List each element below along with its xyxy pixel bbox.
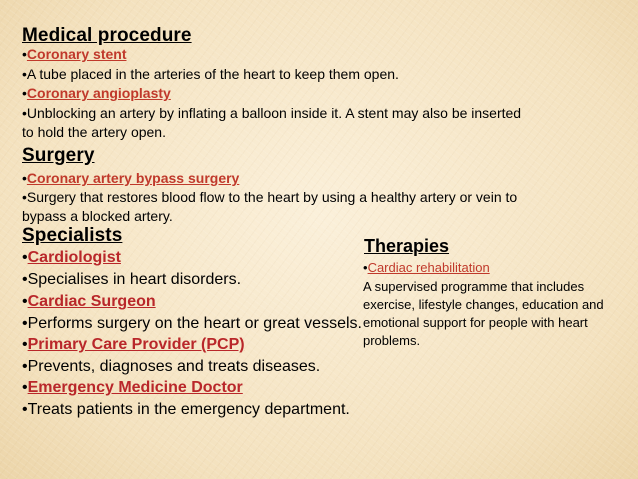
specialist-desc-emergency	[22, 400, 350, 420]
surgery-heading: Surgery	[22, 145, 95, 166]
specialist-term-cardiac-surgeon	[22, 292, 156, 312]
angioplasty-item	[22, 84, 171, 103]
bullet: •	[22, 85, 27, 101]
specialist-desc-cardiac-surgeon	[22, 314, 362, 334]
specialists-heading: Specialists	[22, 225, 123, 246]
cardiac-surgeon-desc: Performs surgery on the heart or great vessels.	[27, 315, 362, 332]
emergency-medicine-doctor-link[interactable]: Emergency Medicine Doctor	[27, 379, 243, 396]
primary-care-provider-link[interactable]: Primary Care Provider (PCP)	[27, 336, 245, 353]
bullet: •	[22, 189, 27, 205]
bullet: •	[22, 249, 28, 266]
cardiac-surgeon-link[interactable]: Cardiac Surgeon	[27, 293, 156, 310]
bullet: •	[22, 358, 28, 375]
bullet: •	[22, 66, 27, 82]
cardiac-rehabilitation-link[interactable]: Cardiac rehabilitation	[367, 260, 490, 275]
pcp-desc: Prevents, diagnoses and treats diseases.	[27, 358, 321, 375]
rehab-item	[363, 259, 490, 277]
bullet: •	[363, 260, 368, 275]
bullet: •	[22, 379, 28, 396]
emergency-desc: Treats patients in the emergency department.	[27, 401, 350, 418]
cabg-description	[22, 188, 517, 207]
bullet: •	[22, 170, 27, 186]
bullet: •	[22, 336, 28, 353]
specialist-desc-cardiologist	[22, 270, 241, 290]
angio-desc-line2: to hold the artery open.	[22, 124, 166, 140]
cabg-desc-line2: bypass a blocked artery.	[22, 208, 173, 224]
cardiologist-desc: Specialises in heart disorders.	[27, 271, 242, 288]
angio-desc-line1: Unblocking an artery by inflating a balloon inside it. A stent may also be inserted	[26, 105, 522, 121]
specialist-term-cardiologist	[22, 248, 121, 268]
bullet: •	[22, 401, 28, 418]
stent-desc-text: A tube placed in the arteries of the heart to keep them open.	[26, 66, 399, 82]
bullet: •	[22, 315, 28, 332]
cardiologist-link[interactable]: Cardiologist	[27, 249, 121, 266]
specialist-term-pcp	[22, 335, 245, 355]
bypass-surgery-link[interactable]: Coronary artery bypass surgery	[26, 170, 240, 186]
angioplasty-description	[22, 104, 521, 123]
bullet: •	[22, 46, 27, 62]
stent-description	[22, 65, 399, 84]
bullet: •	[22, 293, 28, 310]
stent-item	[22, 45, 126, 64]
rehab-description: A supervised programme that includes exercise, lifestyle changes, education and emotional support for people with heart problems.	[363, 279, 604, 348]
specialist-term-emergency	[22, 378, 243, 398]
bullet: •	[22, 271, 28, 288]
coronary-stent-link[interactable]: Coronary stent	[26, 46, 127, 62]
bullet: •	[22, 105, 27, 121]
cabg-desc-line1: Surgery that restores blood flow to the heart by using a healthy artery or vein to	[26, 189, 518, 205]
coronary-angioplasty-link[interactable]: Coronary angioplasty	[26, 85, 171, 101]
medical-procedure-heading: Medical procedure	[22, 25, 192, 46]
cabg-item	[22, 169, 239, 188]
therapies-heading: Therapies	[364, 236, 450, 256]
specialist-desc-pcp	[22, 357, 320, 377]
